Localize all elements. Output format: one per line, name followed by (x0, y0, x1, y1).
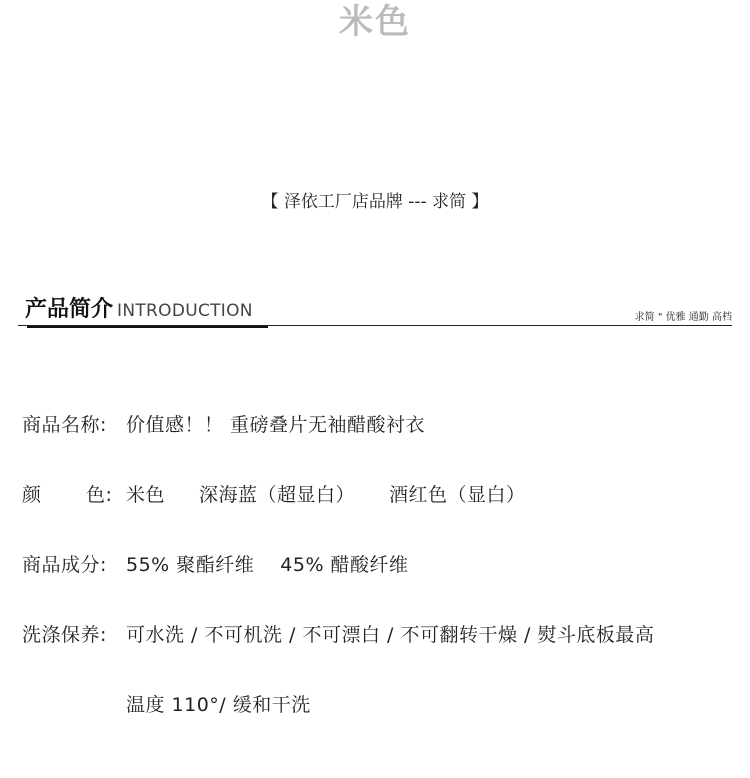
spec-color-option-2: 深海蓝（超显白） (199, 484, 356, 506)
spec-care-line-1: 可水洗 / 不可机洗 / 不可漂白 / 不可翻转干燥 / 熨斗底板最高 (126, 624, 655, 646)
spec-color-option-3: 酒红色（显白） (389, 484, 526, 506)
spec-composition-item-2: 45% 醋酸纤维 (280, 554, 409, 576)
spec-row-care (22, 620, 654, 647)
spec-row-name (22, 410, 425, 437)
spec-care-line-2: 温度 110°/ 缓和干洗 (126, 694, 311, 716)
color-heading: 米色 (339, 2, 411, 42)
spec-label-composition: 商品成分: (22, 554, 107, 576)
spec-label-color-part1: 颜 (22, 484, 42, 506)
intro-title (25, 292, 253, 323)
spec-label-color (22, 480, 126, 507)
spec-row-care-continued (126, 690, 311, 717)
spec-row-composition (22, 550, 409, 577)
spec-label-name: 商品名称: (22, 414, 107, 436)
intro-tagline: 求简 " 优雅 通勤 高档 (634, 312, 732, 323)
spec-value-name: 价值感！！ 重磅叠片无袖醋酸衬衣 (126, 414, 426, 436)
intro-divider-line (18, 325, 732, 326)
spec-label-care: 洗涤保养: (22, 624, 107, 646)
spec-label-color-part2: 色: (86, 484, 113, 506)
spec-color-option-1: 米色 (126, 484, 166, 506)
spec-row-color (22, 480, 526, 507)
intro-title-en: INTRODUCTION (117, 301, 253, 321)
intro-title-cn: 产品简介 (25, 297, 114, 322)
spec-composition-item-1: 55% 聚酯纤维 (126, 554, 255, 576)
brand-line: 【 泽依工厂店品牌 --- 求简 】 (261, 192, 489, 212)
intro-header (18, 292, 732, 326)
